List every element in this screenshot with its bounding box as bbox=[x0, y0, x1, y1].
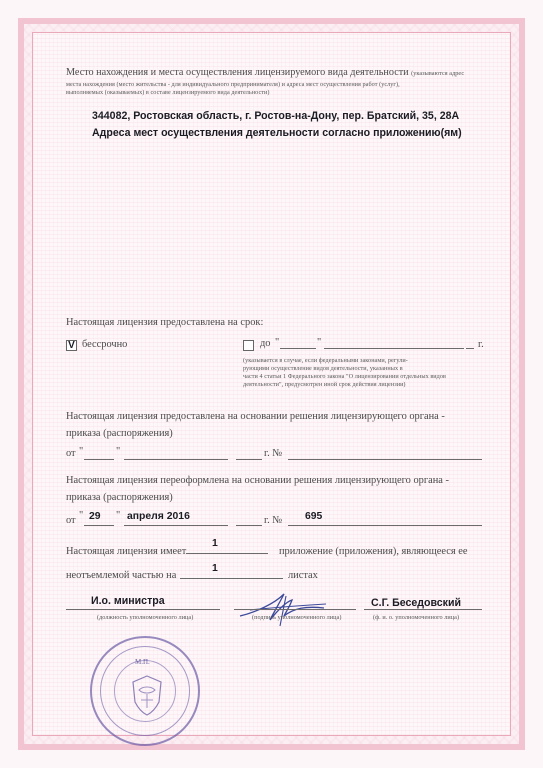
reissued-number: 695 bbox=[305, 511, 323, 522]
indefinite-checkbox[interactable] bbox=[66, 340, 77, 351]
reissued-number-label: г. № bbox=[264, 515, 283, 526]
appendix-sheets: 1 bbox=[212, 563, 218, 574]
reissued-month-year: апреля 2016 bbox=[127, 511, 190, 522]
signatory-position-caption: (должность уполномоченного лица) bbox=[97, 614, 194, 621]
term-note-1: (указывается в случае, если федеральными законами, регули- bbox=[243, 357, 408, 364]
granted-basis-line-2: приказа (распоряжения) bbox=[66, 428, 173, 439]
reissued-basis-line-2: приказа (распоряжения) bbox=[66, 492, 173, 503]
appendix-sheets-suffix: листах bbox=[288, 570, 318, 581]
location-note-1: (указываются адрес bbox=[411, 70, 465, 77]
until-year-suffix: г. bbox=[478, 339, 484, 350]
granted-day-line[interactable] bbox=[84, 459, 114, 460]
granted-month-year-line[interactable] bbox=[124, 459, 228, 460]
reissued-date-prefix: от bbox=[66, 515, 76, 526]
handwritten-signature bbox=[234, 586, 338, 628]
reissued-day: 29 bbox=[89, 511, 101, 522]
appendix-count: 1 bbox=[212, 538, 218, 549]
term-note-3: части 4 статьи 1 Федерального закона "О лицензировании отдельных видов bbox=[243, 373, 446, 380]
reissued-number-line[interactable] bbox=[288, 525, 482, 526]
appendix-sheets-line[interactable] bbox=[180, 578, 283, 579]
granted-date-prefix: от bbox=[66, 448, 76, 459]
coat-of-arms-icon bbox=[125, 672, 169, 718]
granted-basis-line-1: Настоящая лицензия предоставлена на основании решения лицензирующего органа - bbox=[66, 411, 445, 422]
until-date-checkbox[interactable] bbox=[243, 340, 254, 351]
license-term-label: Настоящая лицензия предоставлена на срок: bbox=[66, 317, 264, 328]
location-heading-text: Место нахождения и места осуществления лицензируемого вида деятельности bbox=[66, 67, 409, 78]
signature-line bbox=[234, 609, 356, 610]
appendix-count-label: Настоящая лицензия имеет bbox=[66, 546, 187, 557]
signatory-position: И.о. министра bbox=[91, 595, 165, 607]
activity-addresses-note: Адреса мест осуществления деятельности согласно приложению(ям) bbox=[92, 127, 462, 139]
appendix-sheets-label: неотъемлемой частью на bbox=[66, 570, 177, 581]
term-note-4: деятельности", предусмотрен иной срок действия лицензии) bbox=[243, 381, 406, 388]
reissued-basis-line-1: Настоящая лицензия переоформлена на основании решения лицензирующего органа - bbox=[66, 475, 449, 486]
location-note-2: места нахождения (место жительства - для индивидуального предпринимателя) и адреса мест осуществления работ (услуг), bbox=[66, 81, 400, 88]
signatory-name-caption: (ф. и. о. уполномоченного лица) bbox=[373, 614, 460, 621]
reissued-year-line[interactable] bbox=[236, 525, 262, 526]
until-quote-open: " bbox=[275, 337, 280, 348]
reissued-day-line[interactable] bbox=[84, 525, 114, 526]
official-seal bbox=[90, 636, 200, 746]
reissued-quote-open: " bbox=[79, 510, 84, 521]
granted-quote-open: " bbox=[79, 446, 84, 457]
term-note-2: рующими осуществление видов деятельности, указанных в bbox=[243, 365, 403, 372]
appendix-count-line[interactable] bbox=[186, 553, 268, 554]
granted-number-line[interactable] bbox=[288, 459, 482, 460]
signatory-position-line bbox=[66, 609, 220, 610]
reissued-quote-close: " bbox=[116, 510, 121, 521]
licensee-address: 344082, Ростовская область, г. Ростов-на-Дону, пер. Братский, 35, 28А bbox=[92, 110, 460, 122]
until-day-line[interactable] bbox=[280, 348, 316, 349]
until-prefix: до bbox=[260, 338, 271, 349]
signatory-name: С.Г. Беседовский bbox=[371, 597, 461, 609]
seal-center-text: М.П. bbox=[135, 658, 150, 666]
location-note-3: выполняемых (оказываемых) в составе лицензируемого вида деятельности) bbox=[66, 89, 270, 96]
reissued-month-year-line[interactable] bbox=[124, 525, 228, 526]
signature-caption: (подпись уполномоченного лица) bbox=[252, 614, 342, 621]
signatory-name-line bbox=[364, 609, 482, 610]
check-mark-icon: V bbox=[68, 340, 75, 351]
until-quote-close: " bbox=[317, 337, 322, 348]
location-heading bbox=[66, 67, 464, 78]
granted-number-label: г. № bbox=[264, 448, 283, 459]
granted-year-line[interactable] bbox=[236, 459, 262, 460]
granted-quote-close: " bbox=[116, 446, 121, 457]
appendix-count-suffix: приложение (приложения), являющееся ее bbox=[279, 546, 468, 557]
until-month-line[interactable] bbox=[324, 348, 464, 349]
until-year-line[interactable] bbox=[466, 348, 474, 349]
indefinite-label: бессрочно bbox=[82, 339, 128, 350]
